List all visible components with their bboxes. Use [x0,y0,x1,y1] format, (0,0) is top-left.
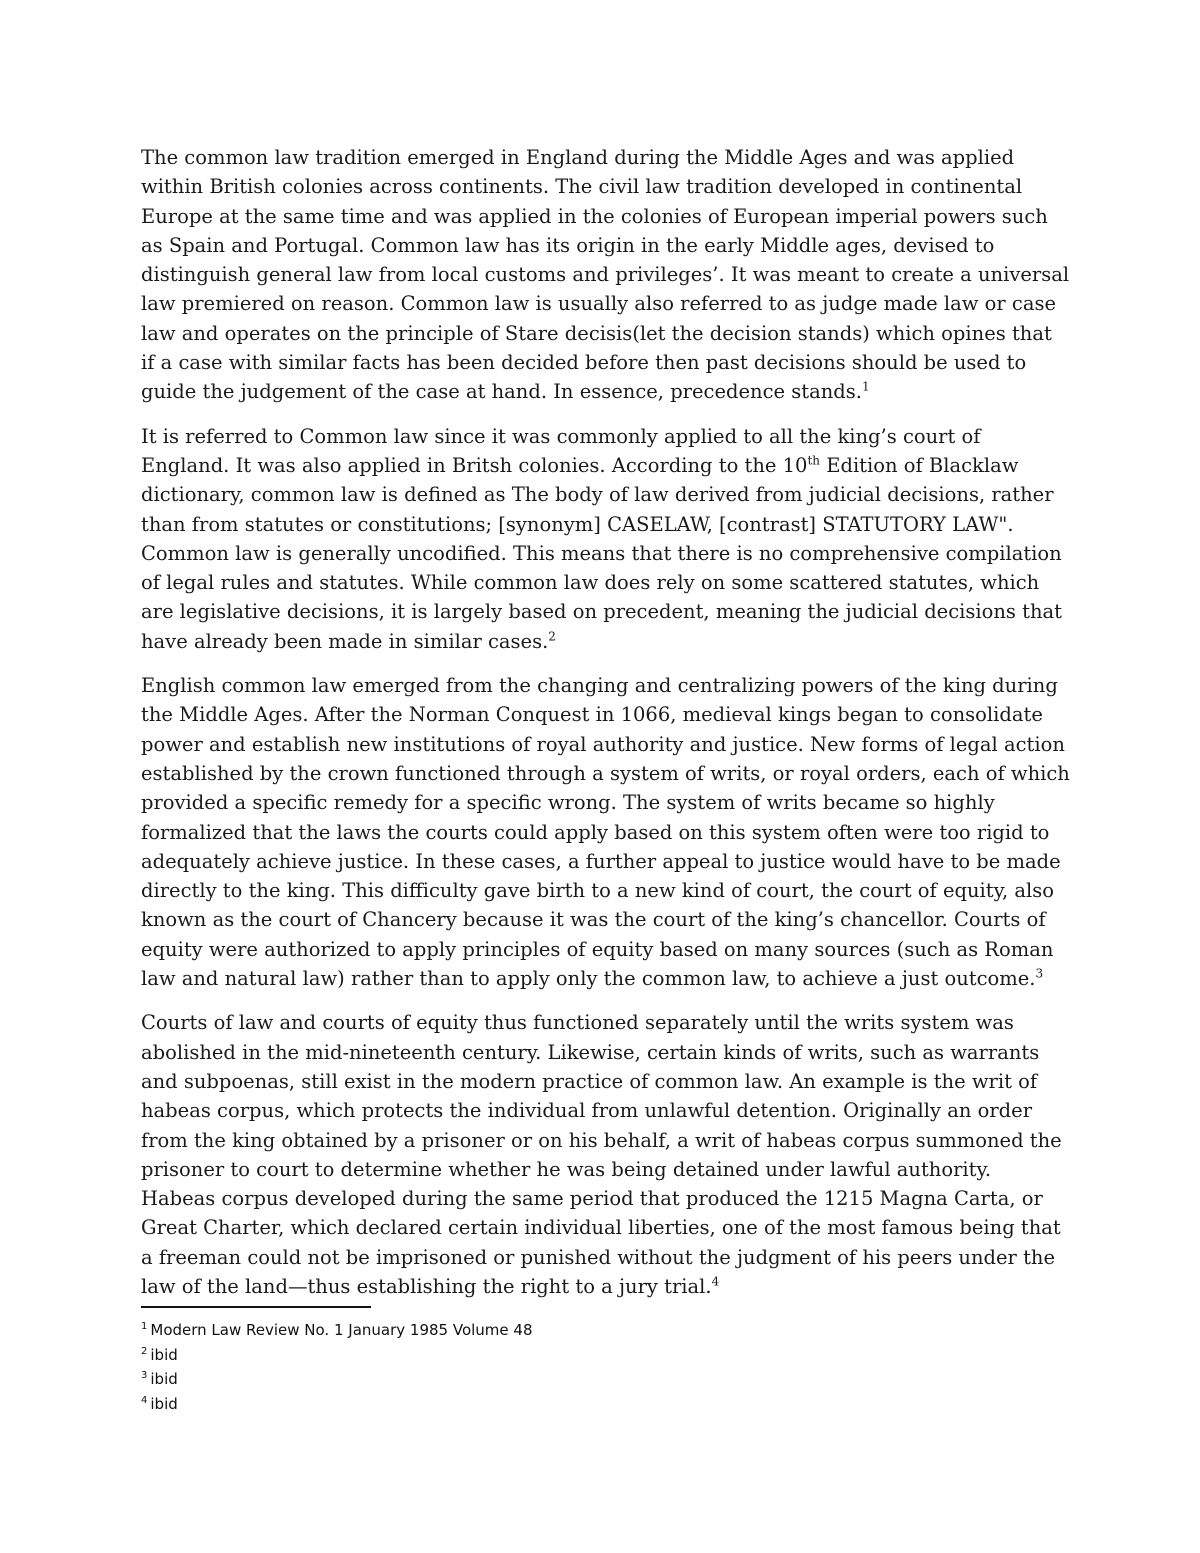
footnote-number: 1 [141,1321,148,1332]
footnotes [141,1318,841,1416]
paragraph-text: It is referred to Common law since it was commonly applied to all the king’s court of England. It was also applied in Britsh colonies. According to the 10 [141,424,981,477]
footnote-2 [141,1343,841,1368]
footnote-reference: 3 [1035,966,1044,981]
footnote-4 [141,1392,841,1417]
paragraph-text: Edition of Blacklaw dictionary, common law is defined as The body of law derived from judicial decisions, rather than from statutes or constitutions; [synonym] CASELAW, [contrast] STATUTORY LAW". Common law is generally uncodified. This means that there is no comprehensive compilation of legal rules and statutes. While common law does rely on some scattered statutes, which are legislative decisions, it is largely based on precedent, meaning the judicial decisions that have already been made in similar cases. [141,453,1062,653]
paragraph-2 [141,422,1071,656]
paragraph-text: English common law emerged from the changing and centralizing powers of the king during the Middle Ages. After the Norman Conquest in 1066, medieval kings began to consolidate power and establish new institutions of royal authority and justice. New forms of legal action established by the crown functioned through a system of writs, or royal orders, each of which provided a specific remedy for a specific wrong. The system of writs became so highly formalized that the laws the courts could apply based on this system often were too rigid to adequately achieve justice. In these cases, a further appeal to justice would have to be made directly to the king. This difficulty gave birth to a new kind of court, the court of equity, also known as the court of Chancery because it was the court of the king’s chancellor. Courts of equity were authorized to apply principles of equity based on many sources (such as Roman law and natural law) rather than to apply only the common law, to achieve a just outcome. [141,674,1070,991]
ordinal-suffix: th [807,453,821,468]
paragraph-text: The common law tradition emerged in England during the Middle Ages and was applied within British colonies across continents. The civil law tradition developed in continental Europe at the same time and was applied in the colonies of European imperial powers such as Spain and Portugal. Common law has its origin in the early Middle ages, devised to distinguish general law from local customs and privileges’. It was meant to create a universal law premiered on reason. Common law is usually also referred to as judge made law or case law and operates on the principle of Stare decisis(let the decision stands) which opines that if a case with similar facts has been decided before then past decisions should be used to guide the judgement of the case at hand. In essence, precedence stands. [141,146,1070,404]
footnote-1 [141,1318,841,1343]
footnote-number: 3 [141,1370,148,1381]
footnote-reference: 1 [861,379,870,394]
footnote-text: Modern Law Review No. 1 January 1985 Volume 48 [150,1321,533,1339]
footnote-reference: 4 [711,1274,720,1289]
footnote-number: 4 [141,1394,148,1406]
footnote-text: ibid [150,1370,178,1388]
paragraph-3 [141,671,1071,993]
footnote-text: ibid [150,1394,178,1413]
footnote-number: 2 [141,1345,148,1357]
document-body [141,143,1071,1316]
paragraph-4 [141,1008,1071,1301]
paragraph-text: Courts of law and courts of equity thus functioned separately until the writs system was abolished in the mid-nineteenth century. Likewise, certain kinds of writs, such as warrants and subpoenas, still exist in the modern practice of common law. An example is the writ of habeas corpus, which protects the individual from unlawful detention. Originally an order from the king obtained by a prisoner or on his behalf, a writ of habeas corpus summoned the prisoner to court to determine whether he was being detained under lawful authority. Habeas corpus developed during the same period that produced the 1215 Magna Carta, or Great Charter, which declared certain individual liberties, one of the most famous being that a freeman could not be imprisoned or punished without the judgment of his peers under the law of the land—thus establishing the right to a jury trial. [141,1011,1062,1298]
footnote-reference: 2 [548,629,556,644]
footnote-separator [141,1306,371,1308]
footnote-text: ibid [150,1345,178,1364]
footnote-3 [141,1367,841,1392]
paragraph-1 [141,143,1071,407]
